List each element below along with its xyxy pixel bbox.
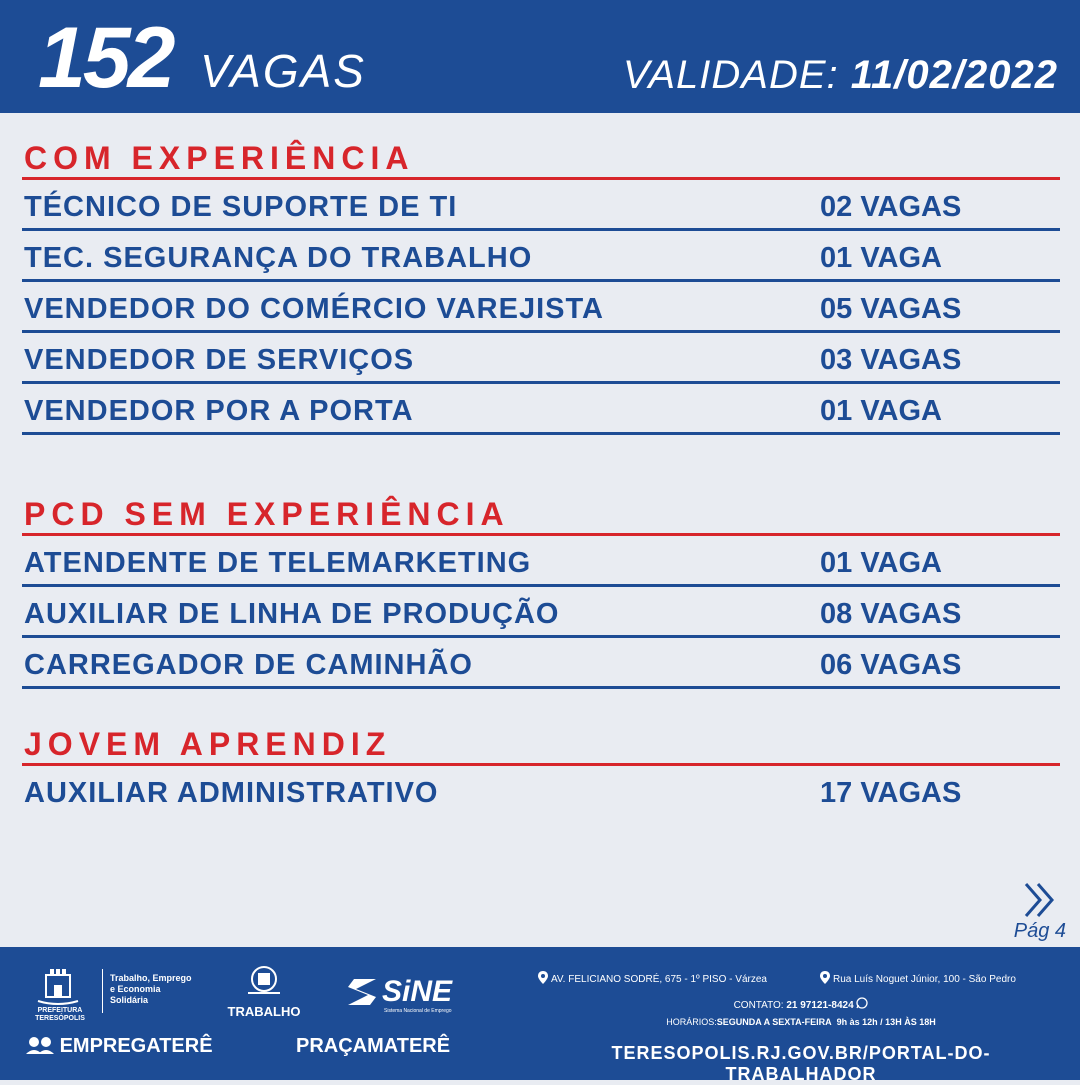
- sine-label: SiNE: [382, 975, 453, 1008]
- job-quantity: 01 VAGA: [820, 242, 942, 274]
- job-role: CARREGADOR DE CAMINHÃO: [24, 649, 473, 681]
- job-quantity: 06 VAGAS: [820, 649, 962, 681]
- job-role: VENDEDOR POR A PORTA: [24, 395, 414, 427]
- prefeitura-name: PREFEITURA TERESÓPOLIS: [35, 1007, 85, 1022]
- section-title: COM EXPERIÊNCIA: [22, 139, 1060, 180]
- job-role: AUXILIAR ADMINISTRATIVO: [24, 777, 439, 809]
- whatsapp-icon: [856, 997, 868, 1009]
- job-quantity: 03 VAGAS: [820, 344, 962, 376]
- list-item: [22, 587, 1060, 638]
- job-role: VENDEDOR DO COMÉRCIO VAREJISTA: [24, 293, 604, 325]
- empregatere-logo: [26, 1035, 213, 1058]
- pracamatere-logo: PRAÇAMATERÊ: [296, 1035, 451, 1057]
- double-chevron-right-icon[interactable]: [1022, 880, 1062, 920]
- address-text: Rua Luís Noguet Júnior, 100 - São Pedro: [833, 974, 1016, 985]
- divider: [102, 969, 103, 1013]
- job-role: TEC. SEGURANÇA DO TRABALHO: [24, 242, 533, 274]
- department-name: [110, 973, 192, 1006]
- empregatere-label: EMPREGATERÊ: [59, 1035, 213, 1057]
- list-item: [22, 282, 1060, 333]
- total-vacancies-count: 152: [38, 10, 173, 106]
- job-role: ATENDENTE DE TELEMARKETING: [24, 547, 532, 579]
- list-item: [22, 180, 1060, 231]
- sine-logo: [344, 975, 456, 1013]
- section-title: JOVEM APRENDIZ: [22, 725, 1060, 766]
- job-quantity: 17 VAGAS: [820, 777, 962, 809]
- list-item: [22, 766, 1060, 814]
- trabalho-logo: [224, 965, 304, 1019]
- address-sao-pedro: [820, 971, 1016, 985]
- job-quantity: 08 VAGAS: [820, 598, 962, 630]
- address-varzea: [538, 971, 767, 985]
- job-role: VENDEDOR DE SERVIÇOS: [24, 344, 415, 376]
- section-title: PCD SEM EXPERIÊNCIA: [22, 495, 1060, 536]
- job-role: TÉCNICO DE SUPORTE DE TI: [24, 191, 458, 223]
- section-pcd-sem-experiencia: [22, 495, 1060, 689]
- hours-days: SEGUNDA A SEXTA-FEIRA: [716, 1017, 832, 1027]
- portal-link[interactable]: TERESOPOLIS.RJ.GOV.BR/PORTAL-DO-TRABALHADOR: [611, 1043, 991, 1084]
- list-item: [22, 638, 1060, 689]
- sine-symbol-icon: [344, 975, 380, 1009]
- job-quantity: 02 VAGAS: [820, 191, 962, 223]
- job-role: AUXILIAR DE LINHA DE PRODUÇÃO: [24, 598, 560, 630]
- hours-times: 9h às 12h / 13H ÀS 18H: [836, 1017, 936, 1027]
- validity-label: VALIDADE:: [622, 53, 839, 97]
- job-quantity: 05 VAGAS: [820, 293, 962, 325]
- total-vacancies-label: VAGAS: [200, 45, 366, 97]
- location-pin-icon: [538, 971, 548, 984]
- opening-hours: [540, 1017, 1062, 1027]
- trabalho-label: TRABALHO: [227, 1004, 301, 1019]
- city-crest-icon: [32, 967, 84, 1007]
- list-item: [22, 536, 1060, 587]
- list-item: [22, 333, 1060, 384]
- job-quantity: 01 VAGA: [820, 395, 942, 427]
- footer: [0, 947, 1080, 1084]
- location-pin-icon: [820, 971, 830, 984]
- address-text: AV. FELICIANO SODRÉ, 675 - 1º PISO - Várzea: [551, 974, 767, 985]
- sine-subtitle: Sistema Nacional de Emprego: [384, 1008, 452, 1014]
- hours-label: HORÁRIOS:: [666, 1017, 717, 1027]
- header-banner: [0, 0, 1080, 113]
- validity-date: 11/02/2022: [850, 53, 1058, 97]
- section-jovem-aprendiz: [22, 725, 1060, 814]
- contact: [540, 997, 1062, 1011]
- department-line: e Economia: [110, 984, 161, 994]
- department-line: Solidária: [110, 995, 149, 1005]
- contact-label: CONTATO:: [733, 1000, 784, 1011]
- page-number: Pág 4: [1013, 920, 1066, 942]
- crest-icon: [244, 965, 284, 997]
- people-icon: [26, 1035, 60, 1057]
- prefeitura-logo: [26, 967, 196, 1022]
- department-line: Trabalho, Emprego: [110, 973, 192, 983]
- list-item: [22, 384, 1060, 435]
- validity: [623, 50, 1058, 100]
- section-com-experiencia: [22, 139, 1060, 435]
- list-item: [22, 231, 1060, 282]
- contact-phone[interactable]: 21 97121-8424: [786, 1000, 854, 1011]
- job-quantity: 01 VAGA: [820, 547, 942, 579]
